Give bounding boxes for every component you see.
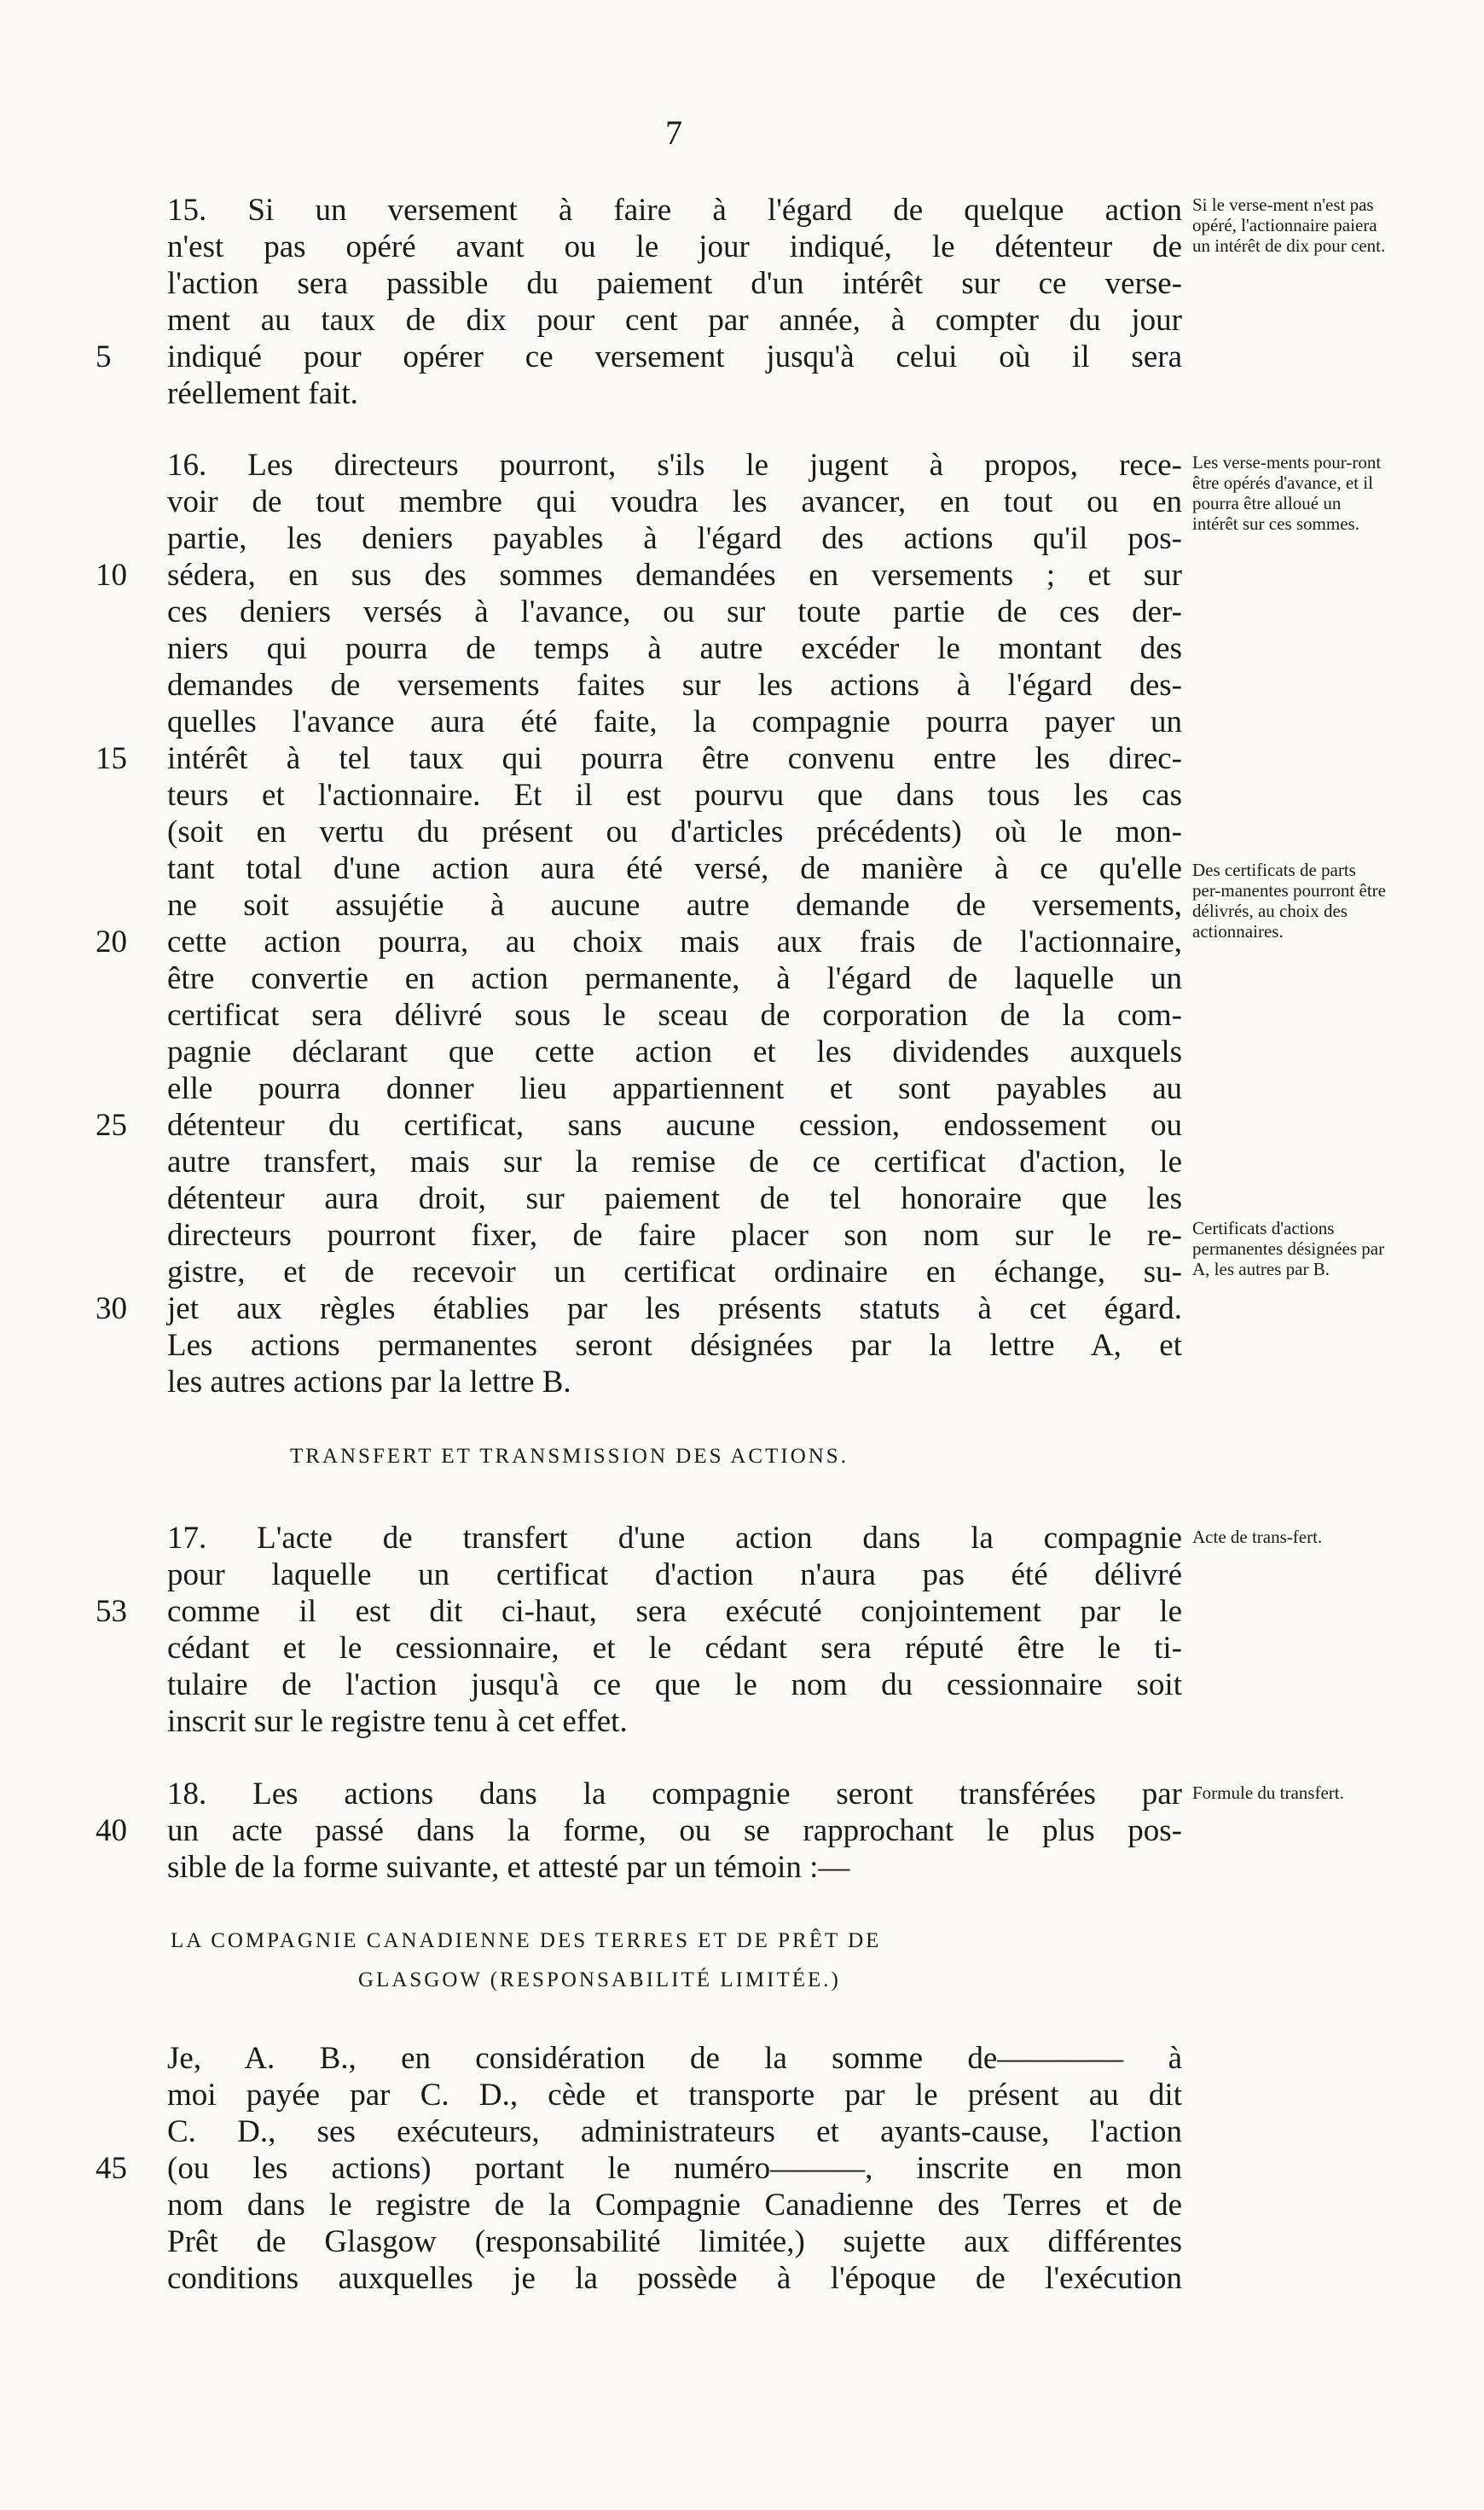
text-line: réellement fait. [167, 376, 358, 411]
text-line: ment au taux de dix pour cent par année, à compter du jour [167, 303, 1182, 338]
line-number: 40 [96, 1813, 127, 1848]
text-line: l'action sera passible du paiement d'un intérêt sur ce verse- [167, 266, 1182, 301]
text-line: niers qui pourra de temps à autre excéder le montant des [167, 631, 1182, 666]
margin-note: Formule du transfert. [1192, 1783, 1344, 1803]
text-line: pour laquelle un certificat d'action n'aura pas été délivré [167, 1557, 1182, 1592]
line-number: 53 [96, 1594, 127, 1629]
form-title: GLASGOW (RESPONSABILITÉ LIMITÉE.) [358, 1968, 841, 1991]
margin-note: Les verse-ments pour-ront être opérés d'avance, et il pourra être alloué un intérêt sur ces sommes. [1192, 452, 1382, 534]
text-line: teurs et l'actionnaire. Et il est pourvu que dans tous les cas [167, 778, 1182, 813]
text-line: 15. Si un versement à faire à l'égard de quelque action [167, 193, 1182, 228]
text-line: 17. L'acte de transfert d'une action dans la compagnie [167, 1521, 1182, 1556]
text-line: indiqué pour opérer ce versement jusqu'à celui où il sera [167, 339, 1182, 374]
text-line: jet aux règles établies par les présents statuts à cet égard. [167, 1291, 1182, 1326]
text-line: n'est pas opéré avant ou le jour indiqué, le détenteur de [167, 229, 1182, 264]
text-line: nom dans le registre de la Compagnie Canadienne des Terres et de [167, 2188, 1182, 2223]
text-line: inscrit sur le registre tenu à cet effet. [167, 1704, 628, 1739]
text-line: quelles l'avance aura été faite, la compagnie pourra payer un [167, 704, 1182, 739]
text-line: Les actions permanentes seront désignées par la lettre A, et [167, 1328, 1182, 1363]
margin-note: Des certificats de parts per-manentes pourront être délivrés, au choix des actionnaires. [1192, 860, 1386, 942]
text-line: conditions auxquelles je la possède à l'époque de l'exécution [167, 2261, 1182, 2296]
text-line: comme il est dit ci-haut, sera exécuté conjointement par le [167, 1594, 1182, 1629]
text-line: (ou les actions) portant le numéro———, inscrite en mon [167, 2151, 1182, 2186]
text-line: Prêt de Glasgow (responsabilité limitée,) sujette aux différentes [167, 2224, 1182, 2259]
text-line: intérêt à tel taux qui pourra être convenu entre les direc- [167, 741, 1182, 776]
section-heading: TRANSFERT ET TRANSMISSION DES ACTIONS. [290, 1445, 849, 1468]
text-line: moi payée par C. D., cède et transporte par le présent au dit [167, 2078, 1182, 2113]
line-number: 20 [96, 925, 127, 959]
text-line: ne soit assujétie à aucune autre demande de versements, [167, 888, 1182, 923]
text-line: autre transfert, mais sur la remise de ce certificat d'action, le [167, 1145, 1182, 1180]
text-line: un acte passé dans la forme, ou se rapprochant le plus pos- [167, 1813, 1182, 1848]
line-number: 10 [96, 558, 127, 593]
text-line: tulaire de l'action jusqu'à ce que le nom du cessionnaire soit [167, 1667, 1182, 1702]
text-line: les autres actions par la lettre B. [167, 1365, 571, 1400]
text-line: être convertie en action permanente, à l'égard de laquelle un [167, 961, 1182, 996]
line-number: 5 [96, 339, 112, 374]
margin-note: Acte de trans-fert. [1192, 1527, 1323, 1547]
text-line: directeurs pourront fixer, de faire placer son nom sur le re- [167, 1218, 1182, 1253]
page-number: 7 [665, 113, 682, 152]
text-line: voir de tout membre qui voudra les avancer, en tout ou en [167, 484, 1182, 519]
text-line: partie, les deniers payables à l'égard des actions qu'il pos- [167, 521, 1182, 556]
text-line: C. D., ses exécuteurs, administrateurs et ayants-cause, l'action [167, 2114, 1182, 2149]
text-line: Je, A. B., en considération de la somme de———— à [167, 2041, 1182, 2076]
line-number: 30 [96, 1291, 127, 1326]
text-line: sible de la forme suivante, et attesté par un témoin :— [167, 1850, 850, 1885]
text-line: tant total d'une action aura été versé, de manière à ce qu'elle [167, 851, 1182, 886]
text-line: certificat sera délivré sous le sceau de corporation de la com- [167, 998, 1182, 1033]
text-line: cédant et le cessionnaire, et le cédant sera réputé être le ti- [167, 1631, 1182, 1666]
text-line: détenteur aura droit, sur paiement de tel honoraire que les [167, 1181, 1182, 1216]
text-line: elle pourra donner lieu appartiennent et sont payables au [167, 1071, 1182, 1106]
text-line: pagnie déclarant que cette action et les dividendes auxquels [167, 1035, 1182, 1070]
margin-note: Si le verse-ment n'est pas opéré, l'actionnaire paiera un intérêt de dix pour cent. [1192, 194, 1386, 256]
text-line: 18. Les actions dans la compagnie seront transférées par [167, 1777, 1182, 1811]
form-title: LA COMPAGNIE CANADIENNE DES TERRES ET DE PRÊT DE [171, 1929, 882, 1952]
text-line: détenteur du certificat, sans aucune cession, endossement ou [167, 1108, 1182, 1143]
text-line: cette action pourra, au choix mais aux frais de l'actionnaire, [167, 925, 1182, 959]
margin-note: Certificats d'actions permanentes désignées par A, les autres par B. [1192, 1218, 1385, 1279]
text-line: ces deniers versés à l'avance, ou sur toute partie de ces der- [167, 594, 1182, 629]
text-line: 16. Les directeurs pourront, s'ils le jugent à propos, rece- [167, 448, 1182, 483]
line-number: 25 [96, 1108, 127, 1143]
line-number: 15 [96, 741, 127, 776]
text-line: gistre, et de recevoir un certificat ordinaire en échange, su- [167, 1255, 1182, 1290]
line-number: 45 [96, 2151, 127, 2186]
text-line: (soit en vertu du présent ou d'articles précédents) où le mon- [167, 814, 1182, 849]
text-line: demandes de versements faites sur les actions à l'égard des- [167, 668, 1182, 703]
text-line: sédera, en sus des sommes demandées en versements ; et sur [167, 558, 1182, 593]
